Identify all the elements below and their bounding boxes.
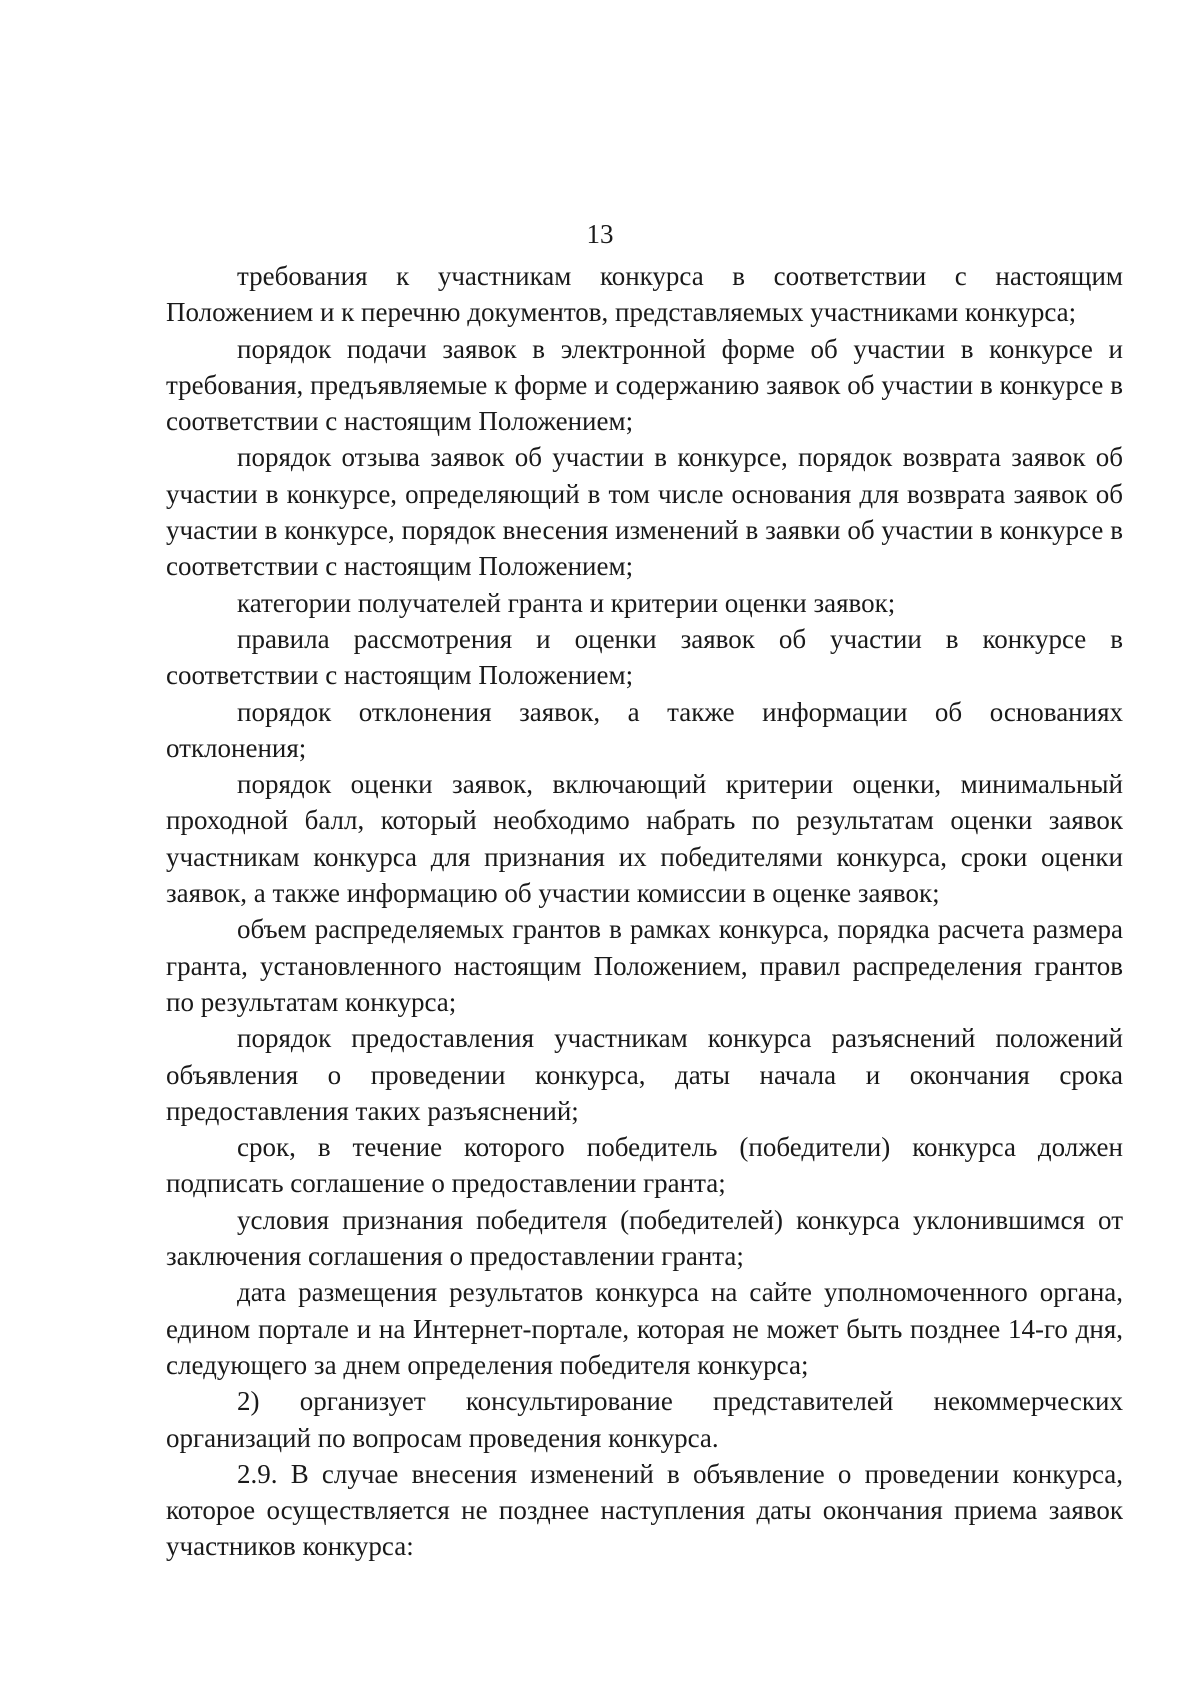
paragraph-participant-requirements: требования к участникам конкурса в соответствии с настоящим Положением и к перечню документов, представляемых участниками конкурса; xyxy=(166,261,1123,328)
paragraph-application-submission: порядок подачи заявок в электронной форме об участии в конкурсе и требования, предъявляемые к форме и содержанию заявок об участии в конкурсе в соответствии с настоящим Положением; xyxy=(166,333,1123,437)
page-number: 13 xyxy=(586,219,614,249)
paragraph-evasion-conditions: условия признания победителя (победителей) конкурса уклонившимся от заключения соглашения о предоставлении гранта; xyxy=(166,1204,1123,1272)
paragraph-evaluation-procedure: порядок оценки заявок, включающий критерии оценки, минимальный проходной балл, который необходимо набрать по результатам оценки заявок участникам конкурса для признания их победителями конкурса, сроки оценки заявок, а также информацию об участии комиссии в оценке заявок; xyxy=(166,769,1123,909)
paragraph-consulting: 2) организует консультирование представителей некоммерческих организаций по вопросам проведения конкурса. xyxy=(166,1386,1123,1453)
paragraph-results-publication: дата размещения результатов конкурса на сайте уполномоченного органа, едином портале и на Интернет-портале, которая не может быть позднее 14-го дня, следующего за днем определения победителя конкурса; xyxy=(166,1277,1123,1380)
paragraph-agreement-deadline: срок, в течение которого победитель (победители) конкурса должен подписать соглашение о предоставлении гранта; xyxy=(166,1132,1123,1199)
paragraph-rejection-procedure: порядок отклонения заявок, а также информации об основаниях отклонения; xyxy=(166,696,1123,763)
paragraph-grant-volume: объем распределяемых грантов в рамках конкурса, порядка расчета размера гранта, установленного настоящим Положением, правил распределения грантов по результатам конкурса; xyxy=(166,914,1123,1017)
document-body xyxy=(166,258,1123,1565)
paragraph-application-withdrawal: порядок отзыва заявок об участии в конкурсе, порядок возврата заявок об участии в конкурсе, определяющий в том числе основания для возврата заявок об участии в конкурсе, порядок внесения изменений в заявки об участии в конкурсе в соответствии с настоящим Положением; xyxy=(166,442,1123,582)
paragraph-clarifications: порядок предоставления участникам конкурса разъяснений положений объявления о проведении конкурса, даты начала и окончания срока предоставления таких разъяснений; xyxy=(166,1023,1123,1126)
paragraph-recipient-categories: категории получателей гранта и критерии оценки заявок; xyxy=(237,587,896,618)
paragraph-section-2-9: 2.9. В случае внесения изменений в объявление о проведении конкурса, которое осуществляется не позднее наступления даты окончания приема заявок участников конкурса: xyxy=(166,1458,1123,1562)
paragraph-review-rules: правила рассмотрения и оценки заявок об участии в конкурсе в соответствии с настоящим Положением; xyxy=(166,623,1123,691)
